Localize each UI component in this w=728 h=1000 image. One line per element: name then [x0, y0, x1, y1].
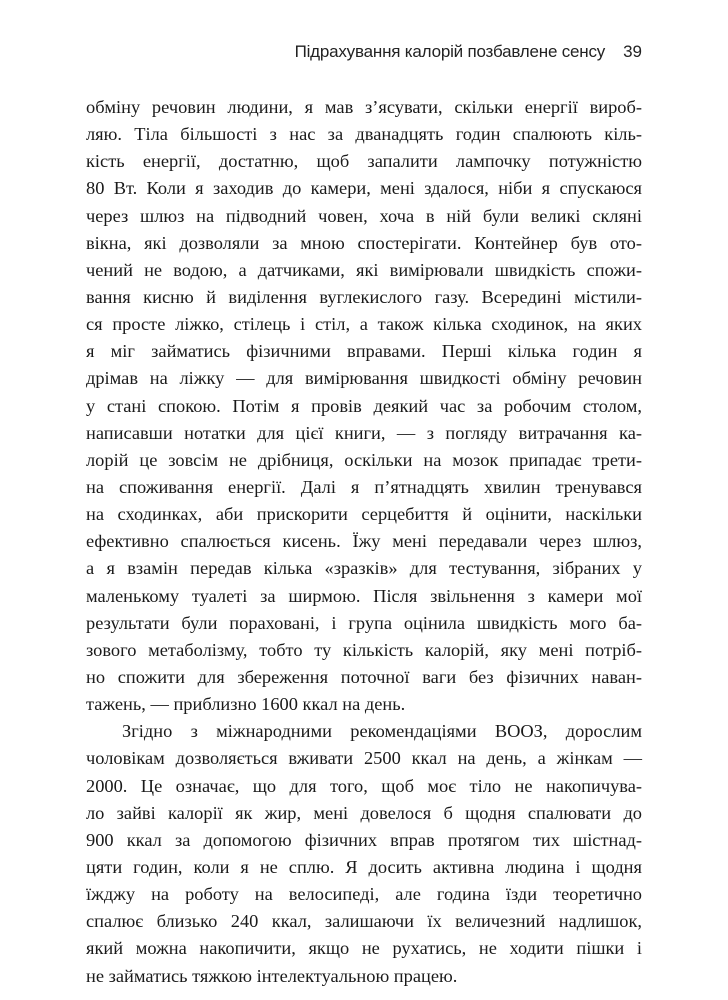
- text-line: вання кисню й виділення вуглекислого газу. Всередині містили-: [86, 286, 642, 307]
- text-line: 2000. Це означає, що для того, щоб моє тіло не накопичува-: [86, 775, 642, 796]
- text-line: на споживання енергії. Далі я п’ятнадцять хвилин тренувався: [86, 476, 642, 497]
- text-line: 80 Вт. Коли я заходив до камери, мені здалося, ніби я спускаюся: [86, 178, 642, 199]
- page-number: 39: [623, 42, 642, 61]
- text-line: ляю. Тіла більшості з нас за дванадцять годин спалюють кіль-: [86, 124, 642, 145]
- text-line: у стані спокою. Потім я провів деякий час за робочим столом,: [86, 395, 642, 416]
- text-line: маленькому туалеті за ширмою. Після звільнення з камери мої: [86, 585, 642, 606]
- text-line: я міг займатись фізичними вправами. Перші кілька годин я: [86, 341, 642, 362]
- paragraph: [86, 94, 642, 718]
- text-line: а я взамін передав кілька «зразків» для тестування, зібраних у: [86, 558, 642, 579]
- text-line: спалює близько 240 ккал, залишаючи їх величезний надлишок,: [86, 911, 642, 932]
- text-line: дрімав на ліжку — для вимірювання швидкості обміну речовин: [86, 368, 642, 389]
- text-line: Згідно з міжнародними рекомендаціями ВООЗ, дорослим: [122, 721, 642, 742]
- text-line: зового метаболізму, тобто ту кількість калорій, яку мені потріб-: [86, 639, 642, 660]
- text-line: через шлюз на підводний човен, хоча в ній були великі скляні: [86, 205, 642, 226]
- text-line: який можна накопичити, якщо не рухатись, не ходити пішки і: [86, 938, 642, 959]
- text-line: лорій це зовсім не дрібниця, оскільки на мозок припадає трети-: [86, 449, 642, 470]
- text-line: їжджу на роботу на велосипеді, але година їзди теоретично: [86, 884, 642, 905]
- text-line: ся просте ліжко, стілець і стіл, а також кілька сходинок, на яких: [86, 314, 642, 335]
- text-line: цяти годин, коли я не сплю. Я досить активна людина і щодня: [86, 856, 642, 877]
- text-line: ефективно спалюється кисень. Їжу мені передавали через шлюз,: [86, 531, 642, 552]
- text-line: но спожити для збереження поточної ваги без фізичних наван-: [86, 666, 642, 687]
- paragraph: [86, 718, 642, 989]
- text-line: чоловікам дозволяється вживати 2500 ккал на день, а жінкам —: [86, 748, 642, 769]
- text-line: чений не водою, а датчиками, які вимірювали швидкість спожи-: [86, 259, 642, 280]
- running-header-title: Підрахування калорій позбавлене сенсу: [294, 42, 606, 61]
- text-line: вікна, які дозволяли за мною спостерігати. Контейнер був ото-: [86, 232, 642, 253]
- text-line: написавши нотатки для цієї книги, — з погляду витрачання ка-: [86, 422, 642, 443]
- running-header: [295, 42, 642, 62]
- text-line: результати були пораховані, і група оцінила швидкість мого ба-: [86, 612, 642, 633]
- text-line: на сходинках, аби прискорити серцебиття й оцінити, наскільки: [86, 504, 642, 525]
- body-text: [86, 94, 642, 990]
- text-line: 900 ккал за допомогою фізичних вправ протягом тих шістнад-: [86, 829, 642, 850]
- text-line: тажень, — приблизно 1600 ккал на день.: [86, 694, 406, 715]
- text-line: кість енергії, достатню, щоб запалити лампочку потужністю: [86, 151, 642, 172]
- text-line: обміну речовин людини, я мав з’ясувати, скільки енергії вироб-: [86, 97, 642, 117]
- text-line: ло зайві калорії як жир, мені довелося б щодня спалювати до: [86, 802, 642, 823]
- text-line: не займатись тяжкою інтелектуальною працею.: [86, 965, 458, 986]
